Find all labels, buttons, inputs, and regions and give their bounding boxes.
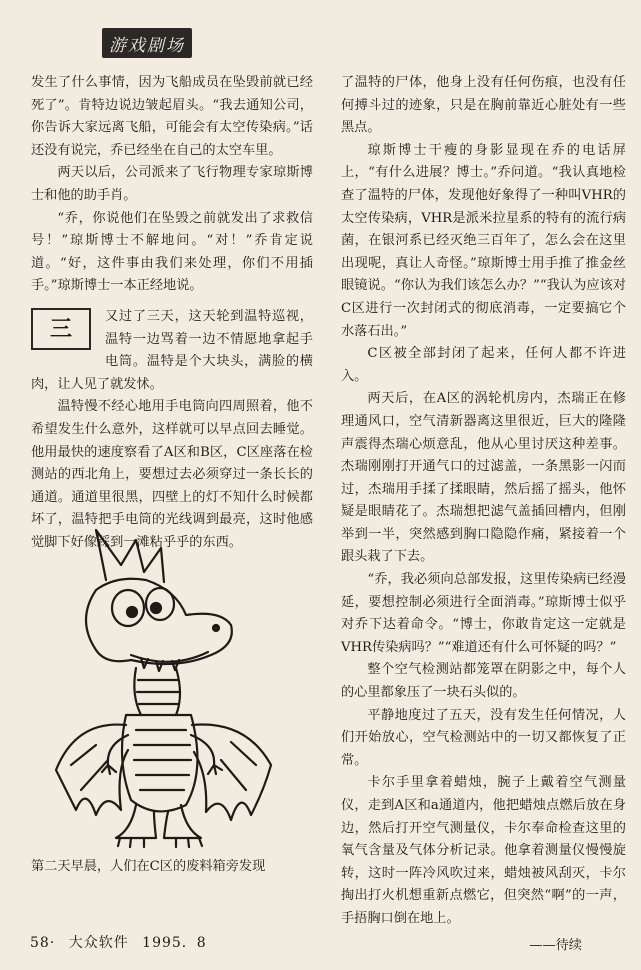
paragraph: 了温特的尸体，他身上没有任何伤痕，也没有任何搏斗过的迹象，只是在胸前靠近心脏处有一些黑点。 [341, 75, 626, 136]
illustration-caption: 第二天早晨，人们在C区的废料箱旁发现 [31, 859, 266, 874]
chapter-block [31, 306, 313, 396]
cartoon-dragon-icon [36, 520, 314, 860]
magazine-name: 大众软件 [68, 935, 129, 951]
paragraph: 温特慢不经心地用手电筒向四周照着，他不希望发生什么意外，这样就可以早点回去睡觉。他用最快的速度察看了A区和B区，C区座落在检测站的西北角上，要想过去必须穿过一条长长的通道。通道里很黑，四壁上的灯不知什么时候都坏了，温特把手电筒的光线调到最亮，这时他感觉脚下好像踩到一滩粘乎乎的东西。 [31, 399, 313, 550]
paragraph: 两天后，在A区的涡轮机房内，杰瑞正在修理通风口，空气清新器离这里很近，巨大的隆隆声震得杰瑞心烦意乱，他从心里讨厌这种差事。杰瑞刚刚打开通气口的过滤盖，一条黑影一闪而过，杰瑞用手揉了揉眼睛，然后摇了摇头，他怀疑是眼睛花了。杰瑞想把滤气盖插回槽内，但刚举到一半，突然感到胸口隐隐作痛，紧接着一个跟头栽了下去。 [341, 391, 626, 565]
left-column [31, 72, 313, 554]
paragraph: 卡尔手里拿着蜡烛，腕子上戴着空气测量仪，走到A区和a通道内，他把蜡烛点燃后放在身边，然后打开空气测量仪，卡尔奉命检查这里的氧气含量及气体分析记录。他拿着测量仪慢慢旋转，这时一阵冷风吹过来，蜡烛被风刮灭，卡尔掏出打火机想重新点燃它，但突然“啊”的一声，手捂胸口倒在地上。 [341, 775, 626, 926]
paragraph: 发生了什么事情，因为飞船成员在坠毁前就已经死了”。肯特边说边皱起眉头。“我去通知公司，你告诉大家远离飞船，可能会有太空传染病。”话还没有说完，乔已经坐在自己的太空车里。 [31, 75, 313, 158]
right-column [341, 72, 626, 957]
paragraph: “乔，你说他们在坠毁之前就发出了求救信号！”琼斯博士不解地问。“对！”乔肯定说道。“好，这件事由我们来处理，你们不用插手。”琼斯博士一本正经地说。 [31, 210, 313, 294]
chapter-number: 三 [31, 308, 91, 350]
to-be-continued: ——待续 [529, 937, 582, 953]
paragraph: 琼斯博士干瘦的身影显现在乔的电话屏上，“有什么进展？博士。”乔问道。“我认真地检查了温特的尸体，发现他好象得了一种叫VHR的太空传染病，VHR是派米拉星系的特有的流行病菌，在银河系已经灭绝三百年了，怎么会在这里出现呢，真让人奇怪。”琼斯博士用手推了推金丝眼镜说。“你认为我们该怎么办？”“我认为应该对C区进行一次封闭式的彻底消毒，一定要搞它个水落石出。” [341, 142, 626, 339]
paragraph: C区被全部封闭了起来，任何人都不许进入。 [341, 346, 626, 384]
paragraph: “乔，我必须向总部发报，这里传染病已经漫延，要想控制必须进行全面消毒。”琼斯博士似乎对乔下达着命令。“博士，你敢肯定这一定就是VHR传染病吗？”“难道还有什么可怀疑的吗？” [341, 572, 626, 655]
paragraph: 平静地度过了五天，没有发生任何情况，人们开始放心，空气检测站中的一切又都恢复了正常。 [341, 707, 626, 768]
paragraph: 又过了三天，这天轮到温特巡视，温特一边骂着一边不情愿地拿起手电筒。温特是个大块头，满脸的横肉，让人见了就发怵。 [31, 308, 313, 392]
section-badge: 游戏剧场 [102, 28, 192, 58]
paragraph: 整个空气检测站都笼罩在阴影之中，每个人的心里都象压了一块石头似的。 [341, 662, 626, 701]
page-footer [30, 932, 215, 952]
issue-date: 1995．8 [142, 935, 207, 951]
paragraph: 两天以后，公司派来了飞行物理专家琼斯博士和他的助手肖。 [31, 165, 313, 203]
page-number: 58· [30, 935, 56, 951]
